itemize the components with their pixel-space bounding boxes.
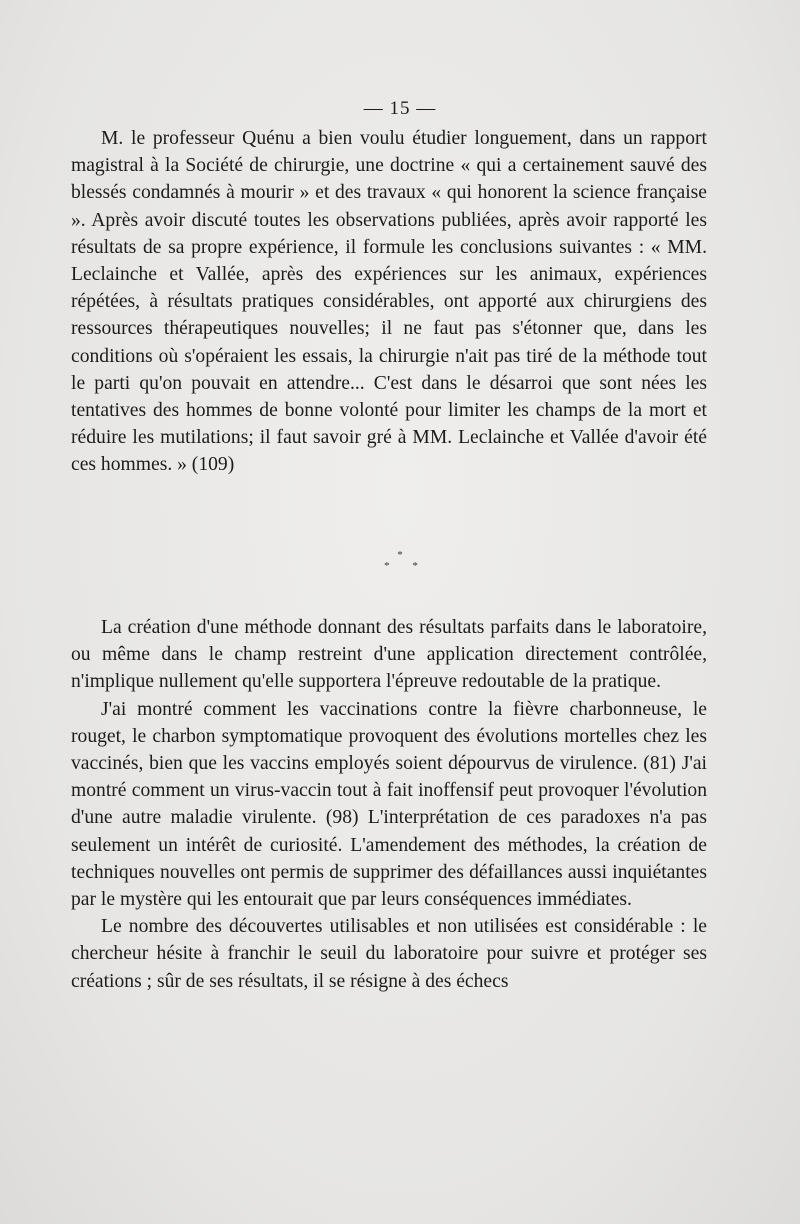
paragraph: Le nombre des découvertes utilisables et non utilisées est considérable : le chercheur hésite à franchir le seuil du laboratoire pour suivre et protéger ses créations ; sûr de ses résultats, il se résigne à des échecs — [71, 916, 707, 992]
page-number: — 15 — — [363, 98, 437, 119]
section-separator — [0, 550, 800, 580]
asterisk-bottom: * * — [384, 560, 428, 572]
paragraph: M. le professeur Quénu a bien voulu étudier longuement, dans un rapport magistral à la Société de chirurgie, une doctrine « qui a certainement sauvé des blessés condamnés à mourir » et des travaux « qui honorent la science française ». Après avoir discuté toutes les observations publiées, après avoir rapporté les résultats de sa propre expérience, il formule les conclusions suivantes : « MM. Leclainche et Vallée, après des expériences sur les animaux, expériences répétées, à résultats pratiques considérables, ont apporté aux chirurgiens des ressources thérapeutiques nouvelles; il ne faut pas s'étonner que, dans les conditions où s'opéraient les essais, la chirurgie n'ait pas tiré de la méthode tout le parti qu'on pouvait en attendre... C'est dans le désarroi que sont nées les tentatives des hommes de bonne volonté pour limiter les champs de la mort et réduire les mutilations; il faut savoir gré à MM. Leclainche et Vallée d'avoir été ces hommes. » (109) — [71, 128, 707, 476]
paragraph: J'ai montré comment les vaccinations contre la fièvre charbonneuse, le rouget, le charbon symptomatique provoquent des évolutions mortelles chez les vaccinés, bien que les vaccins employés soient dépourvus de virulence. (81) J'ai montré comment un virus-vaccin tout à fait inoffensif peut provoquer l'évolution d'une autre maladie virulente. (98) L'interprétation de ces paradoxes n'a pas seulement un intérêt de curiosité. L'amendement des méthodes, la création de techniques nouvelles ont permis de supprimer des défaillances aussi inquiétantes par le mystère qui les entourait que par leurs conséquences immédiates. — [71, 698, 707, 911]
paragraph: La création d'une méthode donnant des résultats parfaits dans le laboratoire, ou même dans le champ restreint d'une application directement contrôlée, n'implique nullement qu'elle supportera l'épreuve redoutable de la pratique. — [71, 617, 707, 693]
text-block-top — [71, 125, 707, 479]
text-block-bottom — [71, 614, 707, 995]
asterisk-top: * — [397, 549, 403, 561]
